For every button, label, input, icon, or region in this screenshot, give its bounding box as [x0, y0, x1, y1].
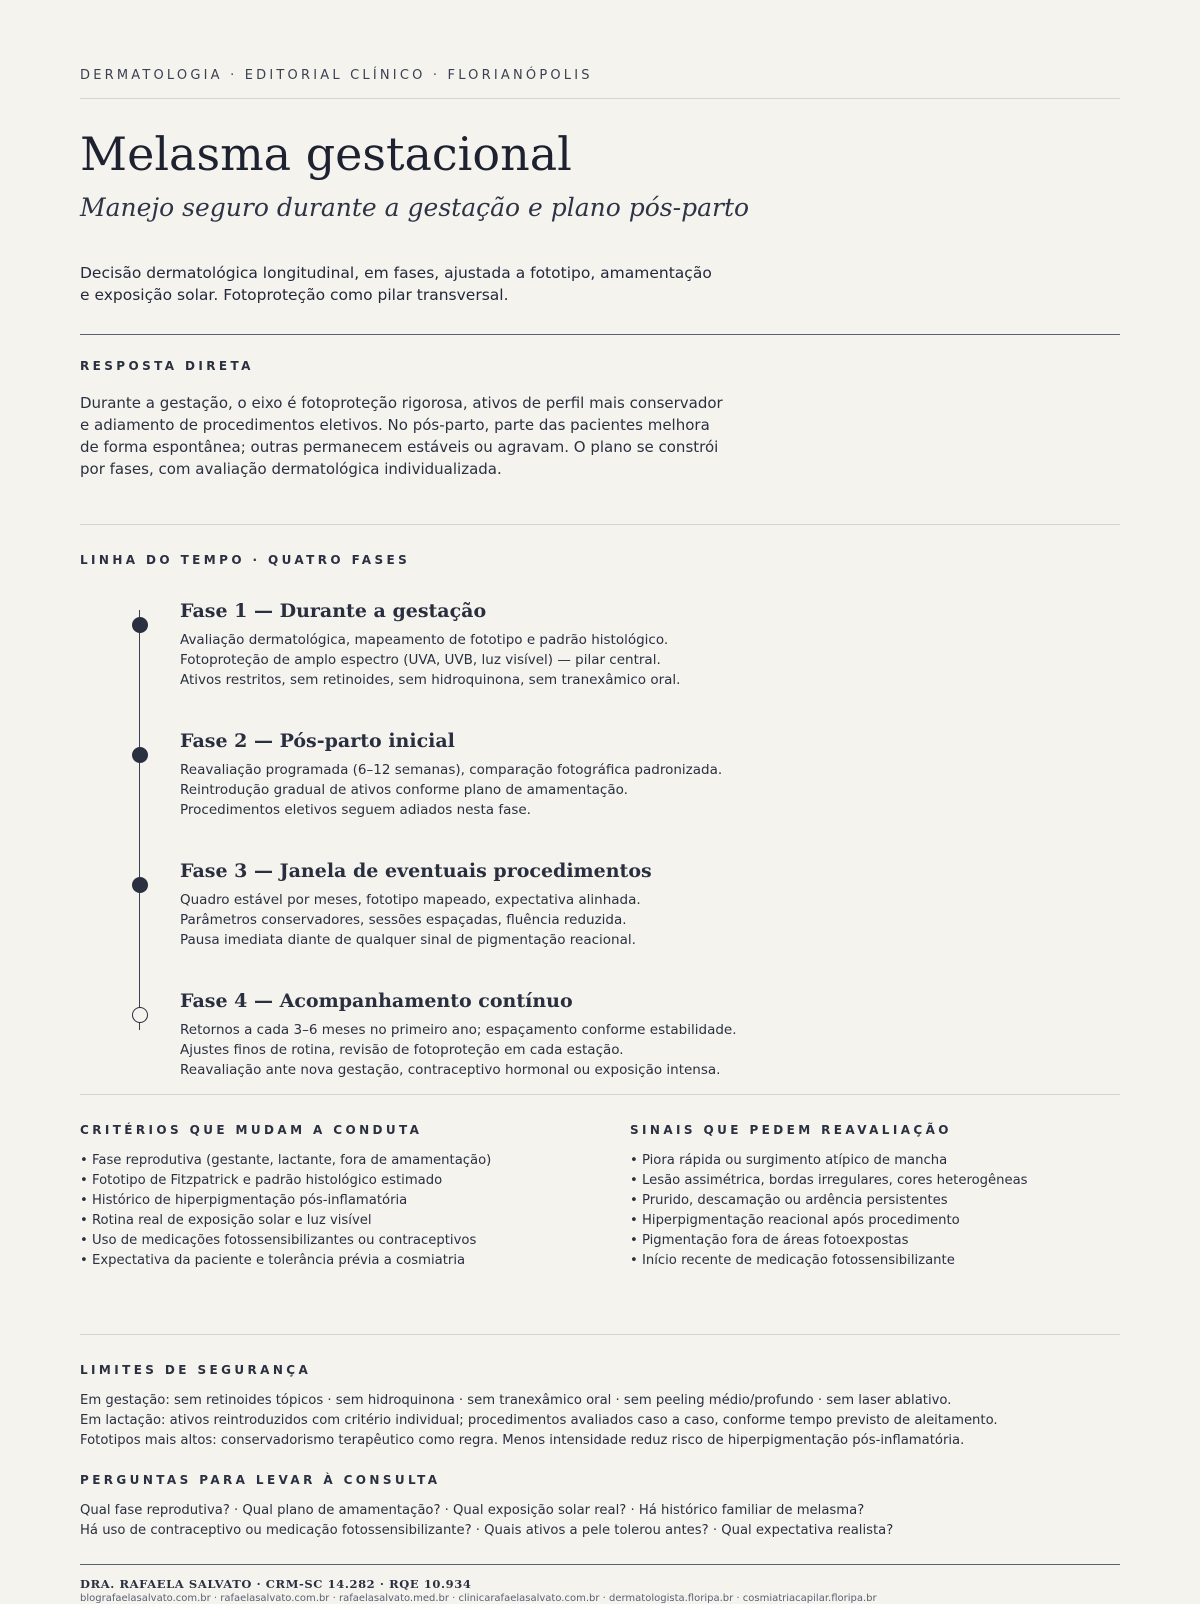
signals-item: • Início recente de medicação fotossensibilizante: [630, 1251, 1130, 1271]
phase-title: Fase 2 — Pós-parto inicial: [180, 730, 455, 752]
criteria-item: • Rotina real de exposição solar e luz visível: [80, 1211, 580, 1231]
timeline-dot-phase-3: [132, 877, 148, 893]
phase-line: Quadro estável por meses, fototipo mapeado, expectativa alinhada.: [180, 892, 641, 908]
header-divider: [80, 98, 1120, 99]
signals-item: • Hiperpigmentação reacional após procedimento: [630, 1211, 1130, 1231]
timeline-dot-phase-4: [132, 1007, 148, 1023]
signals-item: • Prurido, descamação ou ardência persistentes: [630, 1191, 1130, 1211]
timeline-axis: [139, 610, 140, 1030]
timeline-phase-1: [180, 598, 1080, 690]
questions-label: PERGUNTAS PARA LEVAR À CONSULTA: [80, 1473, 441, 1487]
criteria-item: • Histórico de hiperpigmentação pós-inflamatória: [80, 1191, 580, 1211]
criteria-item: • Fototipo de Fitzpatrick e padrão histológico estimado: [80, 1171, 580, 1191]
header-kicker: DERMATOLOGIA · EDITORIAL CLÍNICO · FLORIANÓPOLIS: [80, 68, 593, 83]
phase-title: Fase 1 — Durante a gestação: [180, 600, 487, 622]
phase-line: Reintrodução gradual de ativos conforme plano de amamentação.: [180, 782, 628, 798]
timeline-dot-phase-2: [132, 747, 148, 763]
phase-line: Reavaliação programada (6–12 semanas), comparação fotográfica padronizada.: [180, 762, 723, 778]
criteria-label: CRITÉRIOS QUE MUDAM A CONDUTA: [80, 1123, 423, 1137]
signals-label: SINAIS QUE PEDEM REAVALIAÇÃO: [630, 1123, 952, 1137]
phase-title: Fase 4 — Acompanhamento contínuo: [180, 990, 573, 1012]
direct-answer-label: RESPOSTA DIRETA: [80, 359, 254, 373]
safety-line: Fototipos mais altos: conservadorismo terapêutico como regra. Menos intensidade reduz risco de hiperpigmentação pós-inflamatória.: [80, 1433, 965, 1448]
footer-links: blografaelasalvato.com.br · rafaelasalvato.com.br · rafaelasalvato.med.br · clinicarafaelasalvato.com.br · dermatologista.floripa.br · cosmiatriacapilar.floripa.br: [80, 1593, 877, 1604]
signals-item: • Piora rápida ou surgimento atípico de mancha: [630, 1151, 1130, 1171]
criteria-item: • Uso de medicações fotossensibilizantes ou contraceptivos: [80, 1231, 580, 1251]
phase-line: Ajustes finos de rotina, revisão de fotoproteção em cada estação.: [180, 1042, 624, 1058]
phase-line: Parâmetros conservadores, sessões espaçadas, fluência reduzida.: [180, 912, 627, 928]
phase-line: Ativos restritos, sem retinoides, sem hidroquinona, sem tranexâmico oral.: [180, 672, 681, 688]
safety-line: Em lactação: ativos reintroduzidos com critério individual; procedimentos avaliados caso a caso, conforme tempo previsto de aleitamento.: [80, 1413, 998, 1428]
lede-paragraph: Decisão dermatológica longitudinal, em fases, ajustada a fototipo, amamentação e exposição solar. Fotoproteção como pilar transversal.: [80, 264, 712, 304]
safety-line: Em gestação: sem retinoides tópicos · sem hidroquinona · sem tranexâmico oral · sem peeling médio/profundo · sem laser ablativo.: [80, 1393, 952, 1408]
timeline-phase-3: [180, 858, 1080, 950]
phase-line: Pausa imediata diante de qualquer sinal de pigmentação reacional.: [180, 932, 636, 948]
phase-title: Fase 3 — Janela de eventuais procedimentos: [180, 860, 652, 882]
questions-line: Há uso de contraceptivo ou medicação fotossensibilizante? · Quais ativos a pele tolerou antes? · Qual expectativa realista?: [80, 1523, 894, 1538]
phase-line: Retornos a cada 3–6 meses no primeiro ano; espaçamento conforme estabilidade.: [180, 1022, 737, 1038]
page-title: Melasma gestacional: [80, 127, 572, 181]
phase-line: Procedimentos eletivos seguem adiados nesta fase.: [180, 802, 531, 818]
questions-line: Qual fase reprodutiva? · Qual plano de amamentação? · Qual exposição solar real? · Há histórico familiar de melasma?: [80, 1503, 865, 1518]
phase-line: Fotoproteção de amplo espectro (UVA, UVB, luz visível) — pilar central.: [180, 652, 661, 668]
timeline-phase-2: [180, 728, 1080, 820]
timeline-phase-4: [180, 988, 1080, 1080]
signals-item: • Pigmentação fora de áreas fotoexpostas: [630, 1231, 1130, 1251]
timeline-label: LINHA DO TEMPO · QUATRO FASES: [80, 553, 411, 567]
criteria-item: • Expectativa da paciente e tolerância prévia a cosmiatria: [80, 1251, 580, 1271]
phase-line: Reavaliação ante nova gestação, contraceptivo hormonal ou exposição intensa.: [180, 1062, 721, 1078]
footer-credentials: DRA. RAFAELA SALVATO · CRM-SC 14.282 · RQE 10.934: [80, 1577, 472, 1591]
safety-label: LIMITES DE SEGURANÇA: [80, 1363, 312, 1377]
criteria-item: • Fase reprodutiva (gestante, lactante, fora de amamentação): [80, 1151, 580, 1171]
answer-divider: [80, 524, 1120, 525]
timeline-dot-phase-1: [132, 617, 148, 633]
direct-answer-text: Durante a gestação, o eixo é fotoproteção rigorosa, ativos de perfil mais conservador e adiamento de procedimentos eletivos. No pós-parto, parte das pacientes melhora de forma espontânea; outras permanecem estáveis ou agravam. O plano se constrói por fases, com avaliação dermatológica individualizada.: [80, 394, 723, 478]
page-subtitle: Manejo seguro durante a gestação e plano pós-parto: [80, 193, 750, 222]
signals-item: • Lesão assimétrica, bordas irregulares, cores heterogêneas: [630, 1171, 1130, 1191]
lede-divider: [80, 334, 1120, 335]
phase-line: Avaliação dermatológica, mapeamento de fototipo e padrão histológico.: [180, 632, 669, 648]
